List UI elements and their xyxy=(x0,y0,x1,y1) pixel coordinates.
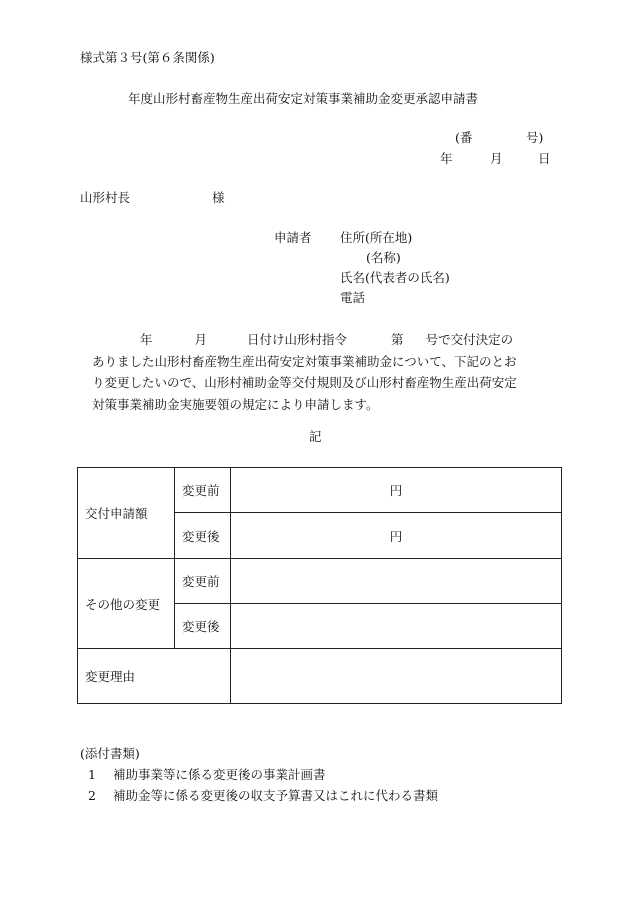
applicant-phone: 電話 xyxy=(340,290,366,305)
grant-after-value: 円 xyxy=(231,513,562,559)
date-day: 日 xyxy=(538,151,551,166)
applicant-label: 申請者 xyxy=(274,230,312,245)
addressee-honorific: 様 xyxy=(212,190,225,205)
other-after-label: 変更後 xyxy=(175,604,231,649)
attachment-2-number: 2 xyxy=(88,788,96,803)
attachment-1-text: 補助事業等に係る変更後の事業計画書 xyxy=(113,767,326,782)
body-line-1 xyxy=(80,329,560,351)
addressee-name: 山形村長 xyxy=(80,190,131,205)
other-before-value xyxy=(231,559,562,604)
applicant-address: 住所(所在地) xyxy=(340,230,413,245)
reason-label: 変更理由 xyxy=(78,649,231,704)
body-line-2: ありました山形村畜産物生産出荷安定対策事業補助金について、下記のとお xyxy=(92,353,517,369)
doc-number-open: (番 xyxy=(455,130,473,145)
body-number-prefix: 第 xyxy=(391,332,404,347)
form-number: 様式第３号(第６条関係) xyxy=(80,50,215,65)
body-paragraph xyxy=(80,329,560,415)
applicant-org-name: (名称) xyxy=(366,250,401,265)
body-year: 年 xyxy=(140,332,153,347)
date-month: 月 xyxy=(490,151,503,166)
body-date-phrase: 日付け山形村指令 xyxy=(247,332,348,347)
grant-before-label: 変更前 xyxy=(175,468,231,513)
grant-before-value: 円 xyxy=(231,468,562,513)
date-year: 年 xyxy=(440,151,453,166)
attachment-1-number: 1 xyxy=(88,767,96,782)
reason-value xyxy=(231,649,562,704)
applicant-person-name: 氏名(代表者の氏名) xyxy=(340,270,450,285)
other-changes-label: その他の変更 xyxy=(78,559,175,649)
body-line-3: り変更したいので、山形村補助金等交付規則及び山形村畜産物生産出荷安定 xyxy=(92,375,517,390)
grant-after-label: 変更後 xyxy=(175,513,231,559)
doc-number-close: 号) xyxy=(526,130,544,145)
grant-amount-label: 交付申請額 xyxy=(78,468,175,559)
body-line-4: 対策事業補助金実施要領の規定により申請します。 xyxy=(92,396,379,412)
document-title: 年度山形村畜産物生産出荷安定対策事業補助金変更承認申請書 xyxy=(128,91,479,106)
change-table xyxy=(77,467,562,704)
attachments-heading: (添付書類) xyxy=(80,746,140,761)
attachment-2-text: 補助金等に係る変更後の収支予算書又はこれに代わる書類 xyxy=(113,788,439,803)
ki-marker: 記 xyxy=(309,429,322,444)
body-line-1-rest: 号で交付決定の xyxy=(425,332,514,347)
body-month: 月 xyxy=(194,332,208,347)
other-before-label: 変更前 xyxy=(175,559,231,604)
other-after-value xyxy=(231,604,562,649)
